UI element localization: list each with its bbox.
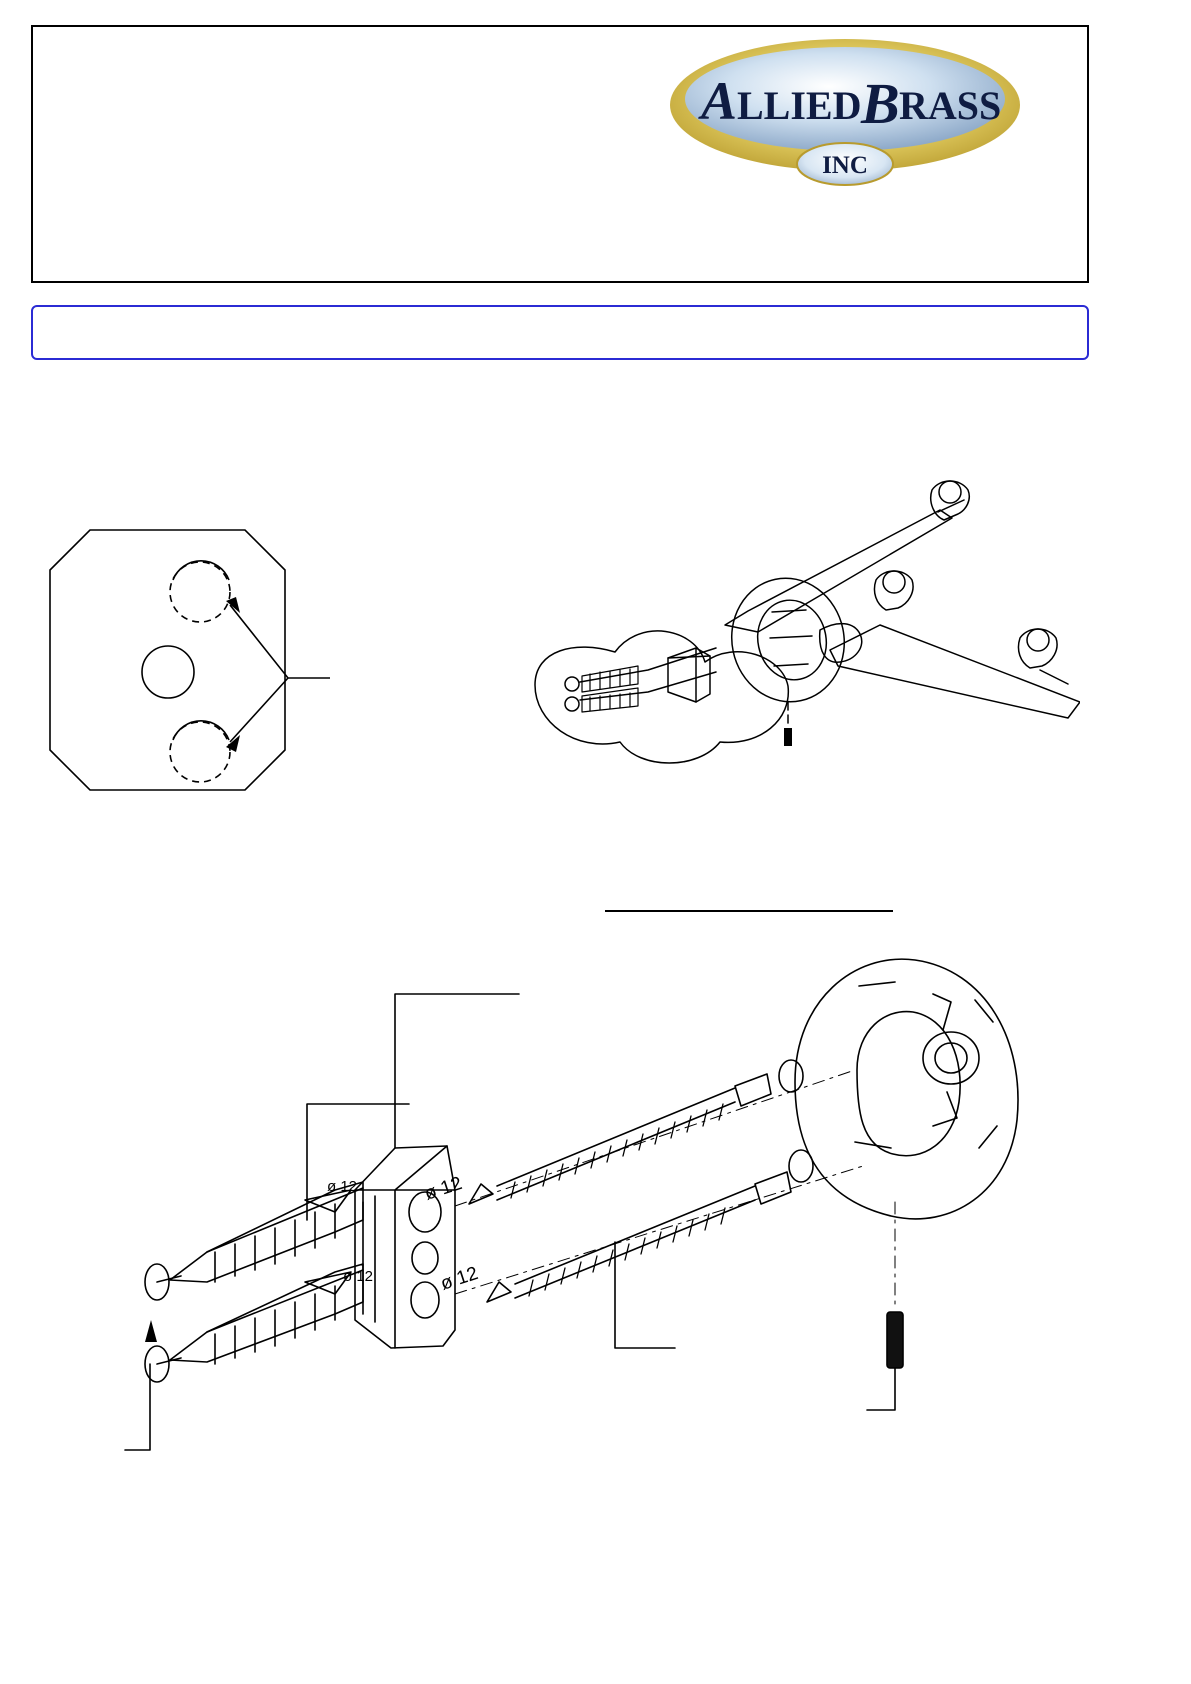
allied-brass-logo [665,27,1025,192]
svg-text:ø 12: ø 12 [438,1263,481,1295]
svg-text:LLIED: LLIED [737,83,862,128]
svg-text:RASS: RASS [899,83,1002,128]
mounted-assembly-figure [520,470,1080,810]
wall-plate-hole-pattern-figure [40,505,330,835]
notice-bar [31,305,1089,360]
svg-text:B: B [861,71,900,136]
svg-text:A: A [701,71,738,131]
svg-text:ø 12: ø 12 [422,1173,465,1205]
exploded-hardware-figure [95,890,1095,1470]
anchor-diameter-label-top: ø 12 [327,1178,358,1195]
svg-text:INC: INC [822,152,868,179]
anchor-diameter-label-bottom: ø 12 [343,1268,374,1285]
